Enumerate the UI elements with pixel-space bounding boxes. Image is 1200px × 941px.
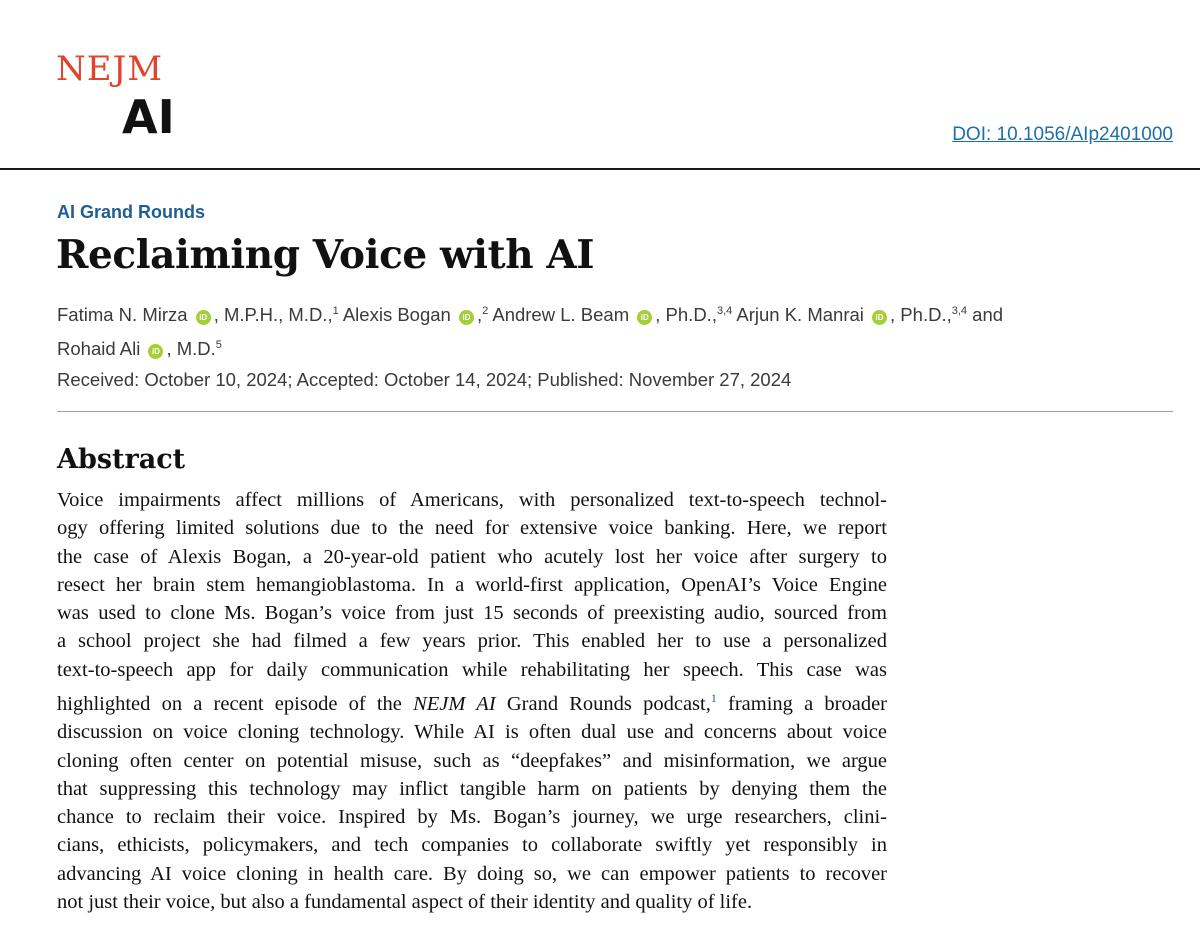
author-credentials: , Ph.D., bbox=[890, 304, 952, 326]
author-name[interactable]: Rohaid Ali bbox=[57, 338, 141, 360]
abstract-line: not just their voice, but also a fundamental aspect of their identity and quality of life. bbox=[57, 890, 753, 913]
orcid-icon[interactable]: iD bbox=[637, 310, 652, 325]
abstract-line: text-to-speech app for daily communication while rehabilitating her speech. This case was bbox=[57, 658, 887, 681]
author-credentials: , M.P.H., M.D., bbox=[213, 304, 333, 326]
abstract-line: chance to reclaim their voice. Inspired by Ms. Bogan’s journey, we urge researchers, clini- bbox=[57, 806, 887, 829]
abstract-line: cians, ethicists, policymakers, and tech companies to collaborate swiftly yet responsibly in bbox=[57, 834, 887, 857]
abstract-text: highlighted on a recent episode of the bbox=[57, 692, 402, 715]
abstract-line: cloning often center on potential misuse, such as “deepfakes” and misinformation, we argue bbox=[57, 749, 887, 772]
abstract-line: Voice impairments affect millions of Americans, with personalized text-to-speech technol- bbox=[57, 489, 887, 511]
header-divider bbox=[0, 168, 1200, 170]
orcid-icon[interactable]: iD bbox=[459, 310, 474, 325]
author-conjunction: and bbox=[972, 304, 1004, 326]
abstract-line: advancing AI voice cloning in health care. By doing so, we can empower patients to recover bbox=[57, 862, 887, 885]
orcid-icon[interactable]: iD bbox=[148, 344, 163, 359]
abstract-line: was used to clone Ms. Bogan’s voice from just 15 seconds of preexisting audio, sourced from bbox=[57, 602, 887, 625]
author-list bbox=[57, 296, 1167, 364]
abstract-line: a school project she had filmed a few years prior. This enabled her to use a personalized bbox=[57, 630, 887, 653]
doi-link[interactable]: DOI: 10.1056/AIp2401000 bbox=[952, 124, 1173, 145]
affiliation-sup: 2 bbox=[482, 305, 489, 317]
abstract-heading: Abstract bbox=[57, 444, 186, 475]
logo-ai-text: AI bbox=[122, 90, 175, 144]
citation-link[interactable]: 1 bbox=[710, 691, 717, 706]
section-label: AI Grand Rounds bbox=[57, 202, 205, 222]
nejm-ai-logo bbox=[56, 49, 186, 152]
journal-name: NEJM AI bbox=[413, 692, 496, 715]
abstract-text: Grand Rounds podcast, bbox=[506, 692, 711, 715]
affiliation-sup: 1 bbox=[332, 305, 339, 317]
affiliation-sup: 5 bbox=[215, 339, 222, 352]
author-name[interactable]: Fatima N. Mirza bbox=[57, 304, 188, 326]
author-credentials: , bbox=[476, 304, 483, 326]
orcid-icon[interactable]: iD bbox=[872, 310, 887, 325]
logo-nejm-text: NEJM bbox=[56, 49, 164, 89]
author-name[interactable]: Alexis Bogan bbox=[342, 304, 451, 326]
abstract-line: resect her brain stem hemangioblastoma. In a world-first application, OpenAI’s Voice Engine bbox=[57, 573, 887, 596]
section-divider bbox=[57, 411, 1173, 412]
author-credentials: , Ph.D., bbox=[655, 304, 717, 326]
author-name[interactable]: Arjun K. Manrai bbox=[736, 304, 864, 326]
article-title: Reclaiming Voice with AI bbox=[56, 232, 595, 278]
abstract-text: framing a broader bbox=[728, 692, 887, 715]
author-name[interactable]: Andrew L. Beam bbox=[492, 304, 630, 326]
abstract-line: the case of Alexis Bogan, a 20-year-old patient who acutely lost her voice after surgery to bbox=[57, 545, 887, 568]
abstract-line: that suppressing this technology may inflict tangible harm on patients by denying them the bbox=[57, 777, 887, 800]
abstract-line: ogy offering limited solutions due to the need for extensive voice banking. Here, we report bbox=[57, 517, 887, 540]
affiliation-sup: 3,4 bbox=[951, 305, 968, 317]
abstract-body bbox=[57, 486, 887, 916]
abstract-line bbox=[57, 684, 887, 718]
author-credentials: , M.D. bbox=[166, 338, 216, 360]
affiliation-sup: 3,4 bbox=[716, 305, 733, 317]
abstract-line: discussion on voice cloning technology. While AI is often dual use and concerns about voice bbox=[57, 721, 887, 744]
orcid-icon[interactable]: iD bbox=[196, 310, 211, 325]
publication-dates: Received: October 10, 2024; Accepted: October 14, 2024; Published: November 27, 2024 bbox=[57, 369, 792, 390]
